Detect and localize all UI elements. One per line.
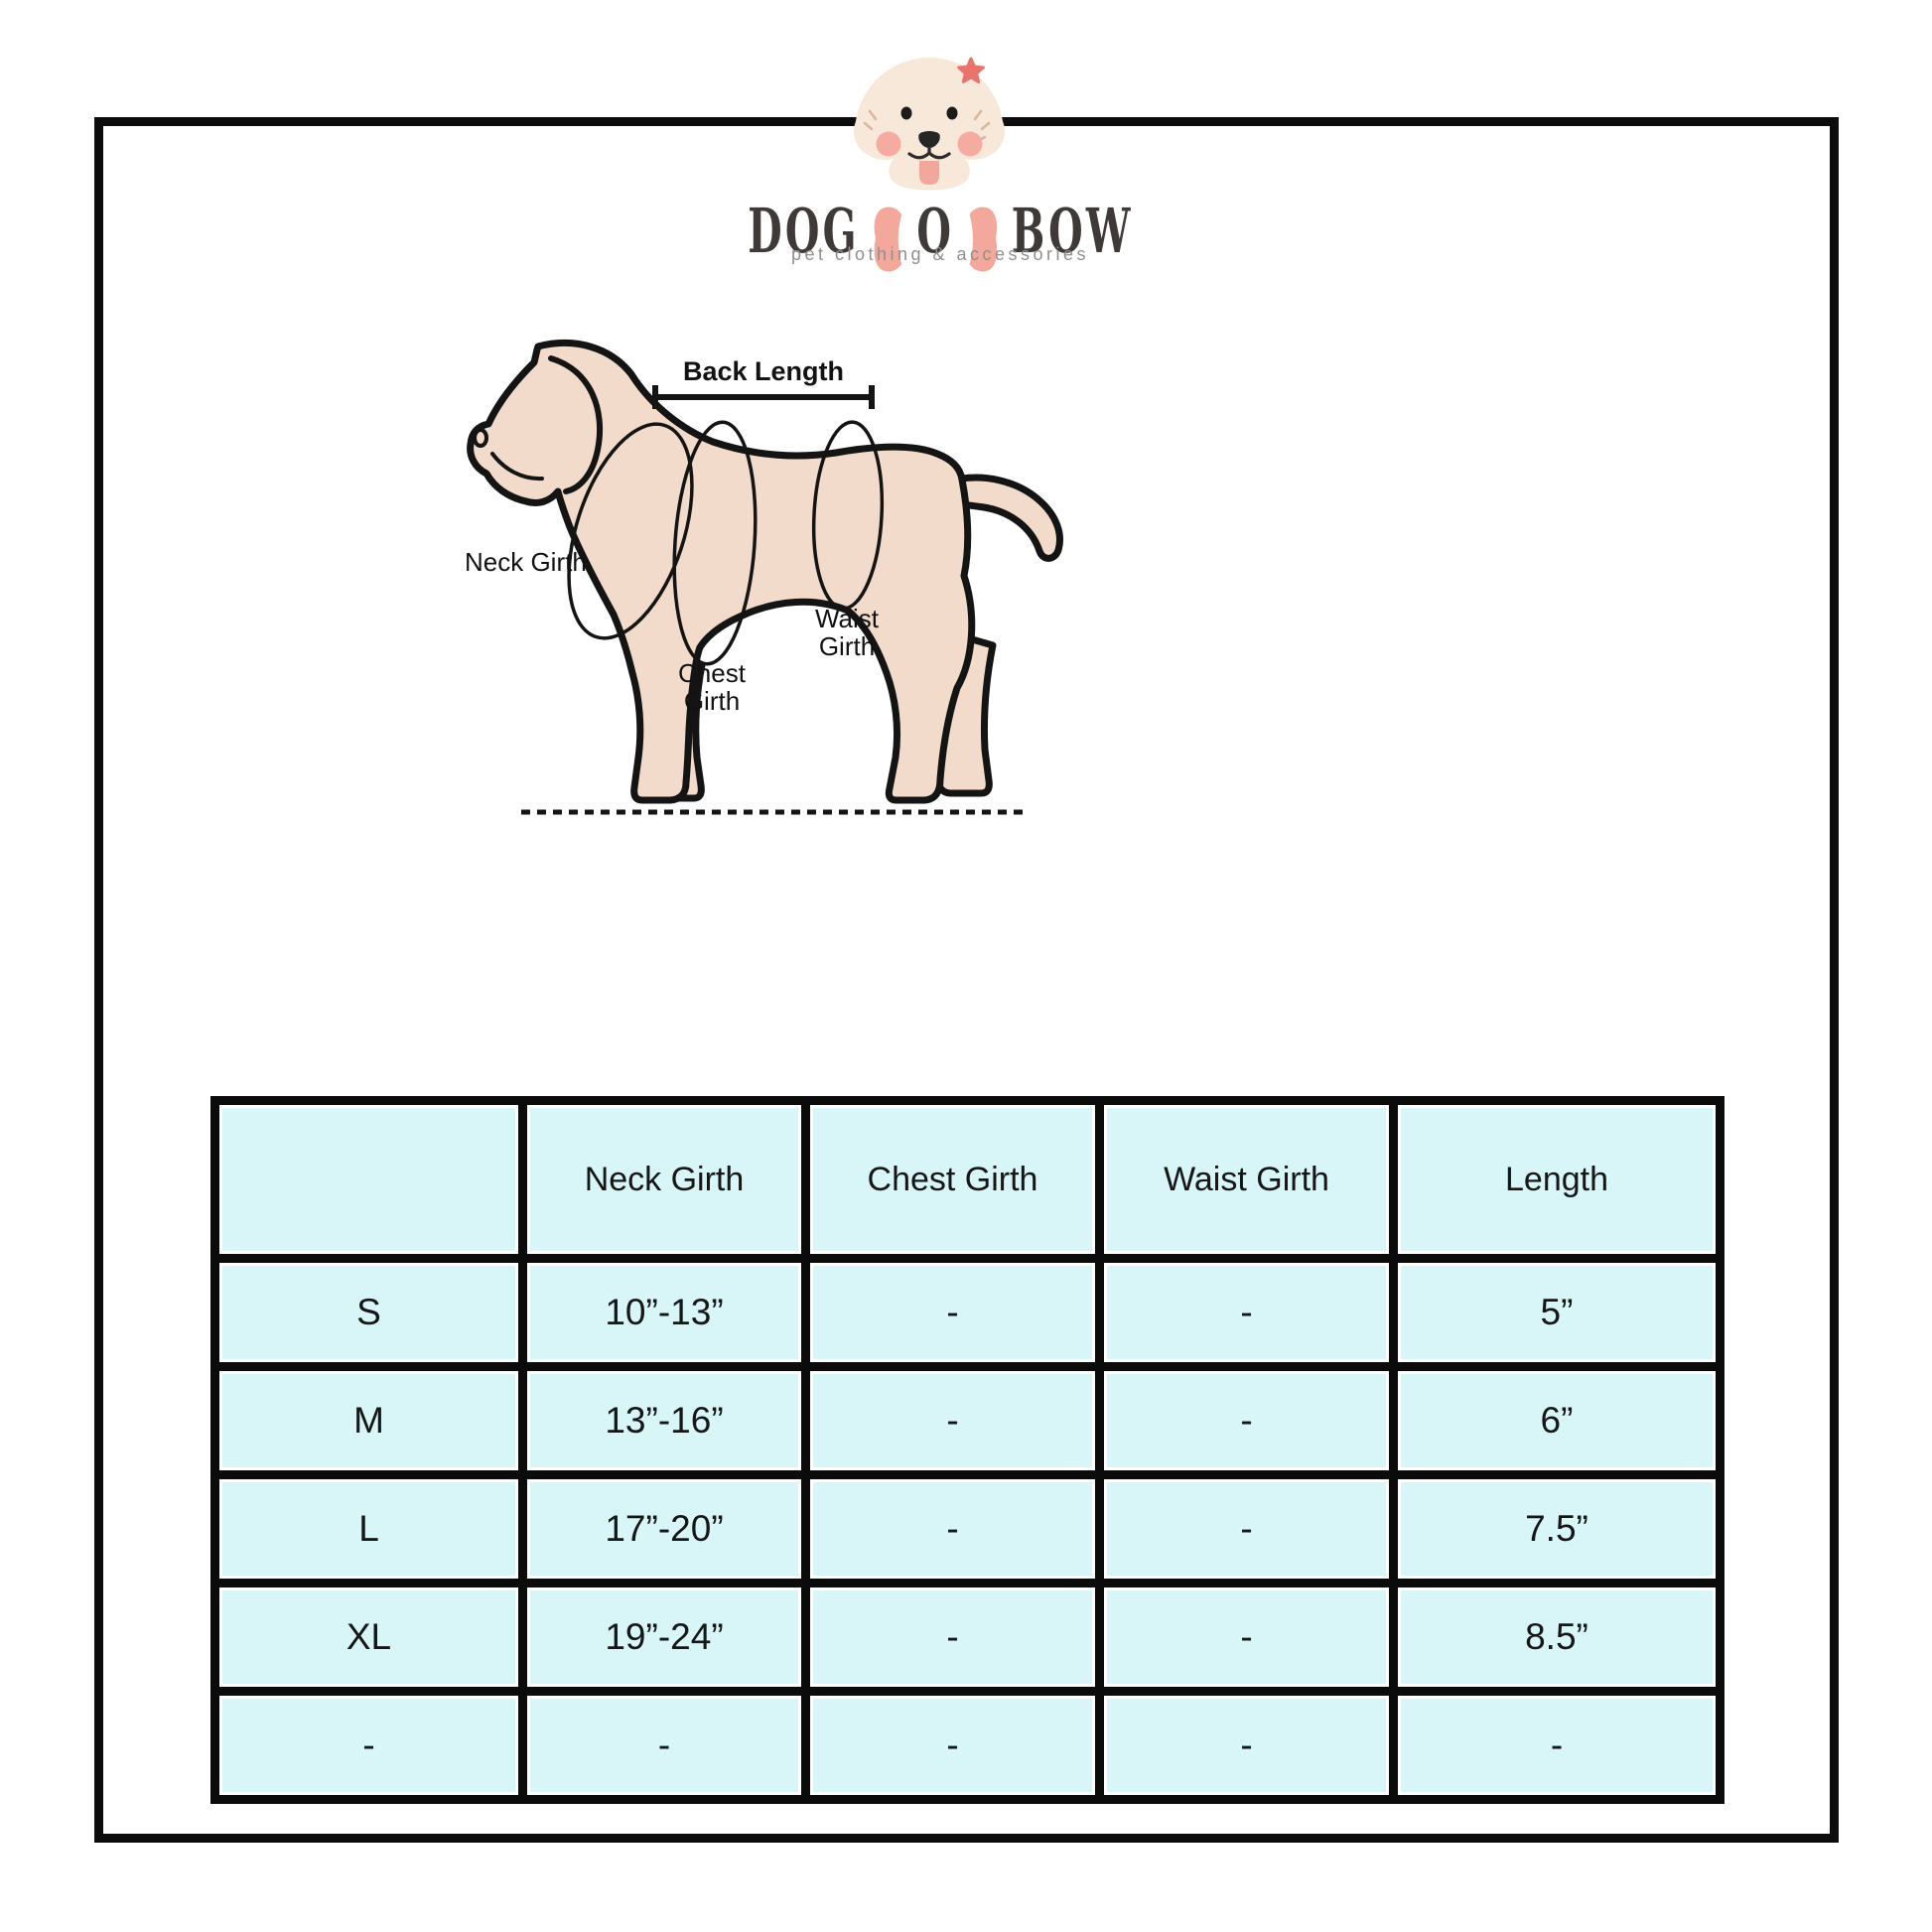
cell-waist: - <box>1100 1692 1394 1800</box>
left-eye <box>901 107 912 120</box>
chest-girth-label-line2: Girth <box>683 686 741 716</box>
cell-size: XL <box>215 1584 523 1692</box>
cell-length: 8.5” <box>1394 1584 1721 1692</box>
cell-chest: - <box>806 1692 1100 1800</box>
cell-size: S <box>215 1259 523 1367</box>
brand-tagline-row <box>0 244 1932 265</box>
brand-word-o: O <box>915 195 954 267</box>
cell-neck: 13”-16” <box>523 1367 806 1475</box>
brand-word-dog: DOG <box>747 195 860 267</box>
brand-tagline: pet clothing & accessories <box>790 244 1090 264</box>
table-row-l <box>215 1475 1721 1584</box>
cell-waist: - <box>1100 1259 1394 1367</box>
tongue <box>919 161 939 185</box>
cell-size: M <box>215 1367 523 1475</box>
cell-chest: - <box>806 1475 1100 1584</box>
cell-length: - <box>1394 1692 1721 1800</box>
table-row-xl <box>215 1584 1721 1692</box>
neck-girth-label: Neck Girth <box>465 547 587 577</box>
cell-chest: - <box>806 1584 1100 1692</box>
cell-neck: 19”-24” <box>523 1584 806 1692</box>
cell-waist: - <box>1100 1584 1394 1692</box>
table-row-empty <box>215 1692 1721 1800</box>
back-length-measure-line <box>655 385 872 409</box>
size-chart-table <box>210 1096 1725 1804</box>
cell-length: 6” <box>1394 1367 1721 1475</box>
header-length: Length <box>1394 1101 1721 1259</box>
cell-neck: 10”-13” <box>523 1259 806 1367</box>
back-length-label: Back Length <box>682 356 845 386</box>
cell-waist: - <box>1100 1475 1394 1584</box>
right-cheek <box>958 132 983 157</box>
left-cheek <box>877 132 901 157</box>
cell-size: L <box>215 1475 523 1584</box>
cell-neck: 17”-20” <box>523 1475 806 1584</box>
cell-length: 7.5” <box>1394 1475 1721 1584</box>
table-header-row <box>215 1101 1721 1259</box>
table-row-s <box>215 1259 1721 1367</box>
waist-girth-label-line1: Waist <box>814 604 880 633</box>
header-waist-girth: Waist Girth <box>1100 1101 1394 1259</box>
right-eye <box>947 107 958 120</box>
cell-size: - <box>215 1692 523 1800</box>
cell-chest: - <box>806 1259 1100 1367</box>
header-neck-girth: Neck Girth <box>523 1101 806 1259</box>
table-row-m <box>215 1367 1721 1475</box>
cell-waist: - <box>1100 1367 1394 1475</box>
header-chest-girth: Chest Girth <box>806 1101 1100 1259</box>
cell-neck: - <box>523 1692 806 1800</box>
chest-girth-label-line1: Chest <box>678 658 746 688</box>
cell-chest: - <box>806 1367 1100 1475</box>
cell-length: 5” <box>1394 1259 1721 1367</box>
dog-measurement-diagram <box>447 333 1102 829</box>
waist-girth-label-line2: Girth <box>818 631 876 661</box>
brand-dog-head-icon <box>850 50 1009 194</box>
header-size <box>215 1101 523 1259</box>
brand-word-bow: BOW <box>1011 195 1134 267</box>
